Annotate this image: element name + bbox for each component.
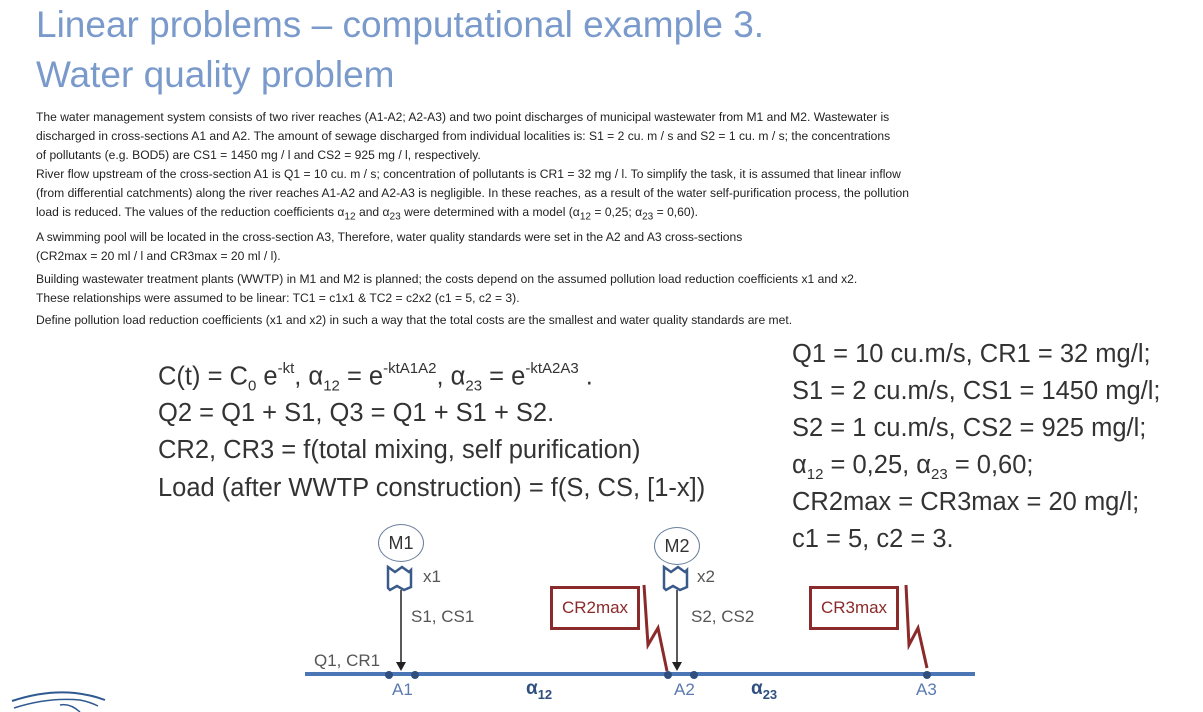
node-a3 — [923, 671, 931, 679]
paragraph-line: discharged in cross-sections A1 and A2. The amount of sewage discharged from individual localities is: S1 = 2 cu. m / s and S2 = 1 cu. m / s; the concentrations — [36, 129, 891, 143]
equation-decay: $C(t) = C_0$ $e^{-kt}$, $\alpha_{12} = e^{-ktA1A2}$, $\alpha_{23} = e^{-ktA2A3}$ . — [158, 360, 593, 395]
paragraph-line: Building wastewater treatment plants (WWTP) in M1 and M2 is planned; the costs depend on the assumed pollution load reduction coefficients x1 and x2. — [36, 272, 858, 286]
page-title: Linear problems – computational example 3. — [36, 4, 765, 45]
standard-box-cr3max: CR3max — [809, 586, 899, 630]
standard-box-cr2max: CR2max — [550, 586, 640, 630]
paragraph-line: The water management system consists of two river reaches (A1-A2; A2-A3) and two point discharges of municipal wastewater from M1 and M2. Wastewater is — [36, 110, 890, 124]
node-a1-right — [411, 671, 419, 679]
node-a2-right — [690, 671, 698, 679]
equation-flows: Q2 = Q1 + S1, Q3 = Q1 + S1 + S2. — [158, 399, 555, 427]
arrow-head-icon — [672, 662, 682, 671]
cr3max-pointer — [906, 585, 927, 668]
given-s2-cs2: S2 = 1 cu.m/s, CS2 = 925 mg/l; — [792, 414, 1147, 442]
paragraph-line: A swimming pool will be located in the cross-section A3, Therefore, water quality standards were set in the A2 and A3 cross-sections — [36, 230, 743, 244]
node-a1-left — [385, 671, 393, 679]
wwtp-symbol-icon — [664, 567, 687, 590]
cross-section-a2: A2 — [674, 680, 695, 699]
label-s2-cs2: S2, CS2 — [691, 607, 755, 626]
label-s1-cs1: S1, CS1 — [411, 607, 475, 626]
municipality-m1: M1 — [378, 524, 424, 562]
given-alphas: $\alpha_{12} = 0,25$, $\alpha_{23} = 0,60$; — [792, 451, 1034, 484]
paragraph-line: These relationships were assumed to be linear: TC1 = c1x1 & TC2 = c2x2 (c1 = 5, c2 = 3). — [36, 291, 520, 305]
paragraph-line: (CR2max = 20 ml / l and CR3max = 20 ml / l). — [36, 249, 281, 263]
wwtp-symbol-icon — [388, 567, 411, 590]
cross-section-a1: A1 — [392, 680, 413, 699]
given-standards: CR2max = CR3max = 20 mg/l; — [792, 488, 1140, 516]
arrow-head-icon — [396, 662, 406, 671]
reach-coefficient-a12: $\alpha_{12}$ — [526, 678, 553, 702]
municipality-m2: M2 — [654, 527, 700, 565]
wave-logo-icon — [12, 692, 105, 712]
node-a2-left — [664, 671, 672, 679]
given-s1-cs1: S1 = 2 cu.m/s, CS1 = 1450 mg/l; — [792, 377, 1161, 405]
given-costs: c1 = 5, c2 = 3. — [792, 525, 954, 553]
paragraph-line: of pollutants (e.g. BOD5) are CS1 = 1450 mg / l and CS2 = 925 mg / l, respectively. — [36, 148, 481, 162]
paragraph-line: River flow upstream of the cross-section A1 is Q1 = 10 cu. m / s; concentration of pollutants is CR1 = 32 mg / l. To simplify the task, it is assumed that linear inflow — [36, 167, 901, 181]
label-q1-cr1: Q1, CR1 — [314, 651, 381, 670]
equation-concentrations: CR2, CR3 = f(total mixing, self purification) — [158, 436, 641, 464]
paragraph-line: load is reduced. The values of the reduction coefficients $\alpha_{12}$ and $\alpha_{23}$ were determined with a model ($\alpha_{12} = 0,25$; $\alpha_{23} = 0,60$). — [36, 205, 699, 223]
cr2max-pointer — [644, 585, 667, 671]
equation-load: Load (after WWTP construction) = f(S, CS, [1-x]) — [158, 474, 706, 502]
paragraph-line: (from differential catchments) along the river reaches A1-A2 and A2-A3 is negligible. In these reaches, as a result of the water self-purification process, the pollution — [36, 186, 910, 200]
given-q1-cr1: Q1 = 10 cu.m/s, CR1 = 32 mg/l; — [792, 340, 1151, 368]
page-subtitle: Water quality problem — [36, 54, 395, 95]
cross-section-a3: A3 — [916, 680, 937, 699]
reach-coefficient-a23: $\alpha_{23}$ — [751, 678, 778, 702]
label-x1: x1 — [423, 567, 441, 586]
label-x2: x2 — [697, 567, 715, 586]
paragraph-line: Define pollution load reduction coefficients (x1 and x2) in such a way that the total costs are the smallest and water quality standards are met. — [36, 313, 793, 327]
